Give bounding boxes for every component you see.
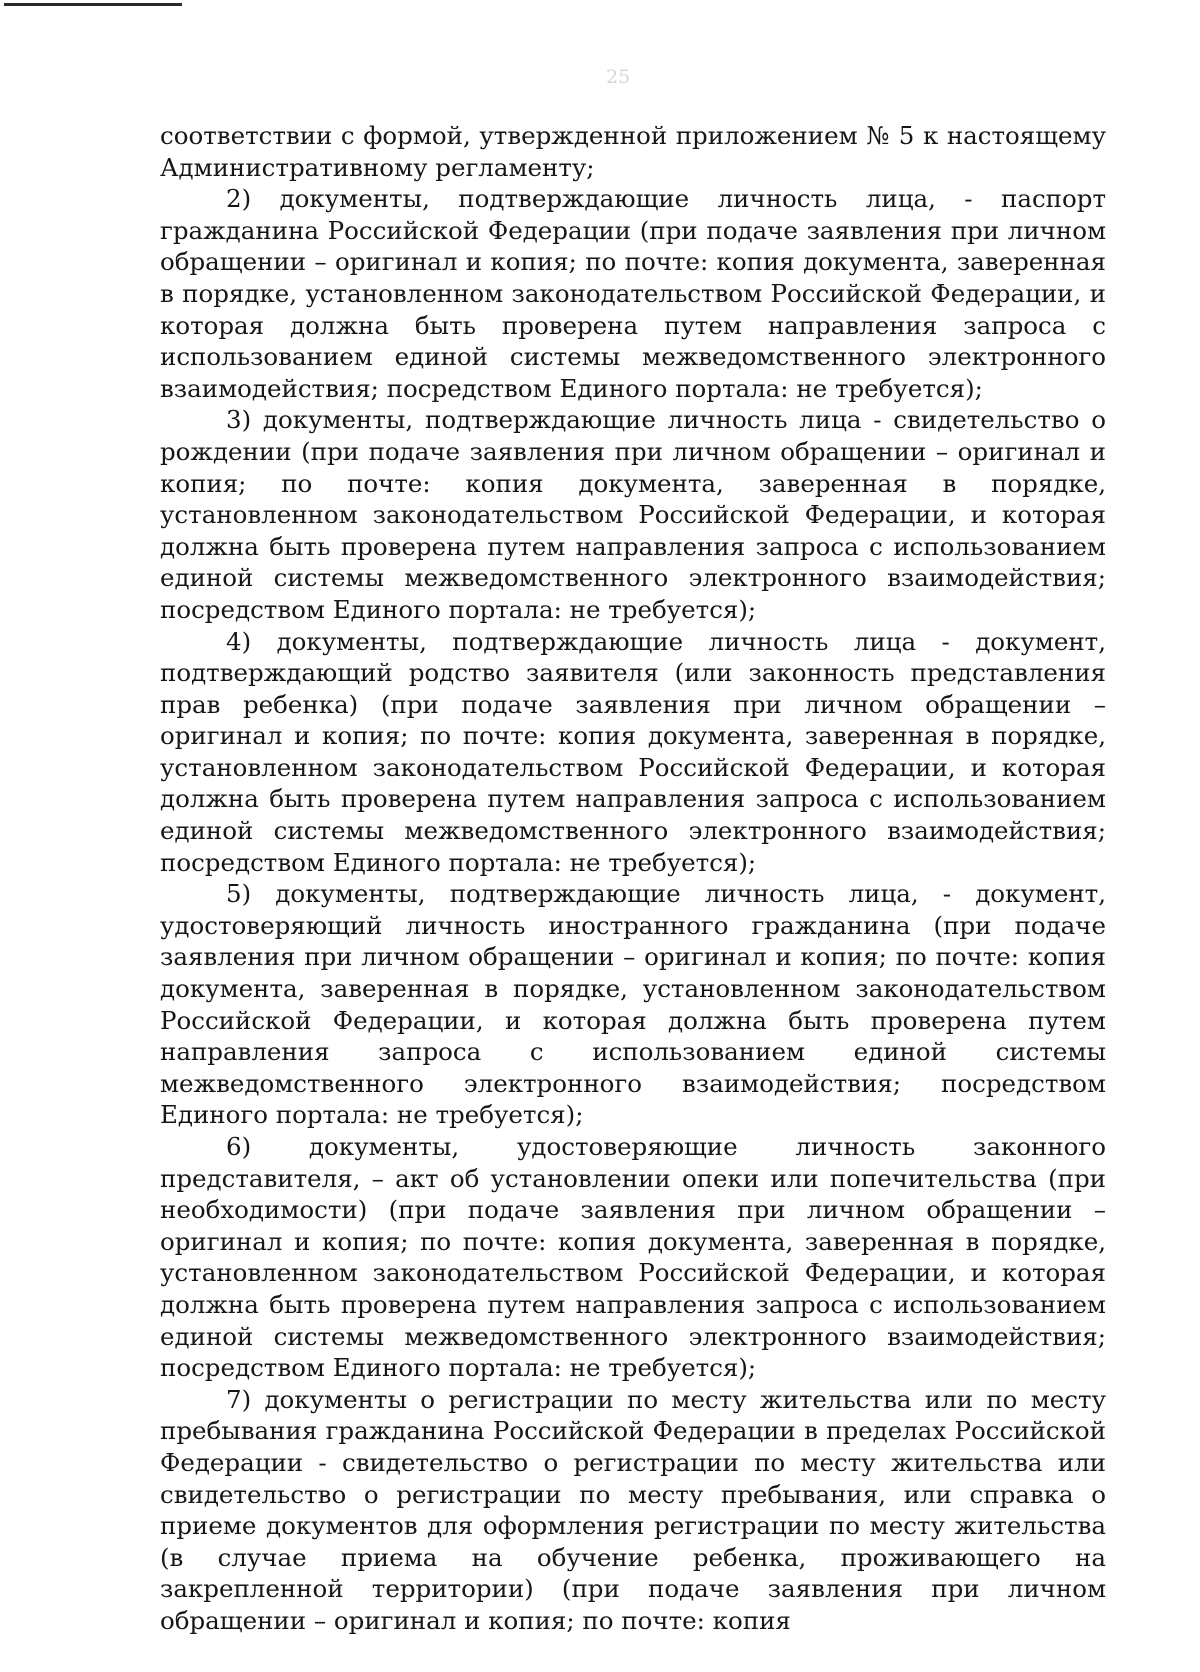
list-item-4: 4) документы, подтверждающие личность лица - документ, подтверждающий родство заявителя (или законность представления прав ребенка) (при подаче заявления при личном обращении – оригинал и копия; по почте: копия документа, заверенная в порядке, установленном законодательством Российской Федерации, и которая должна быть проверена путем направления запроса с использованием единой системы межведомственного электронного взаимодействия; посредством Единого портала: не требуется); — [160, 626, 1106, 877]
scan-edge-line — [4, 3, 182, 6]
document-body — [160, 120, 1106, 1637]
list-item-3: 3) документы, подтверждающие личность лица - свидетельство о рождении (при подаче заявления при личном обращении – оригинал и копия; по почте: копия документа, заверенная в порядке, установленном законодательством Российской Федерации, и которая должна быть проверена путем направления запроса с использованием единой системы межведомственного электронного взаимодействия; посредством Единого портала: не требуется); — [160, 405, 1106, 624]
list-item-5: 5) документы, подтверждающие личность лица, - документ, удостоверяющий личность иностранного гражданина (при подаче заявления при личном обращении – оригинал и копия; по почте: копия документа, заверенная в порядке, установленном законодательством Российской Федерации, и которая должна быть проверена путем направления запроса с использованием единой системы межведомственного электронного взаимодействия; посредством Единого портала: не требуется); — [160, 879, 1106, 1130]
continuation-paragraph: соответствии с формой, утвержденной приложением № 5 к настоящему Административному регламенту; — [160, 121, 1106, 182]
list-item-7: 7) документы о регистрации по месту жительства или по месту пребывания гражданина Российской Федерации в пределах Российской Федерации - свидетельство о регистрации по месту жительства или свидетельство о регистрации по месту пребывания, или справка о приеме документов для оформления регистрации по месту жительства (в случае приема на обучение ребенка, проживающего на закрепленной территории) (при подаче заявления при личном обращении – оригинал и копия; по почте: копия — [160, 1384, 1106, 1635]
list-item-6: 6) документы, удостоверяющие личность законного представителя, – акт об установлении опеки или попечительства (при необходимости) (при подаче заявления при личном обращении – оригинал и копия; по почте: копия документа, заверенная в порядке, установленном законодательством Российской Федерации, и которая должна быть проверена путем направления запроса с использованием единой системы межведомственного электронного взаимодействия; посредством Единого портала: не требуется); — [160, 1132, 1106, 1383]
list-item-2: 2) документы, подтверждающие личность лица, - паспорт гражданина Российской Федерации (при подаче заявления при личном обращении – оригинал и копия; по почте: копия документа, заверенная в порядке, установленном законодательством Российской Федерации, и которая должна быть проверена путем направления запроса с использованием единой системы межведомственного электронного взаимодействия; посредством Единого портала: не требуется); — [160, 184, 1106, 403]
page-number: 25 — [606, 66, 631, 88]
